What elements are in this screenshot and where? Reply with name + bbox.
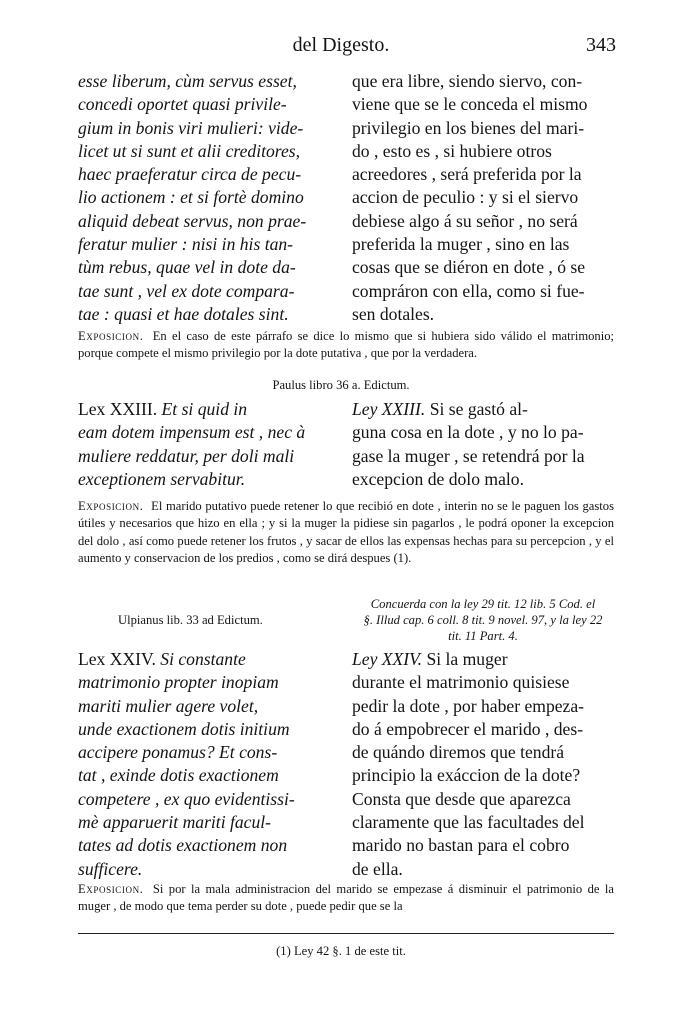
- lex-23-latin: [78, 398, 340, 491]
- spanish-line: privilegio en los bienes del mari-: [352, 117, 585, 138]
- ley-23-spanish-line: gase la muger , se retendrá por la: [352, 445, 585, 466]
- exposicion-label: Exposicion.: [78, 499, 144, 513]
- latin-line: haec praeferatur circa de pecu-: [78, 164, 302, 185]
- footnote: (1) Ley 42 §. 1 de este tit.: [276, 944, 406, 958]
- citation-paulus: Paulus libro 36 a. Edictum.: [272, 378, 410, 392]
- ley-24-spanish-line: de ella.: [352, 858, 403, 879]
- exposicion-text: Si por la mala administracion del marido se empezase á disminuir el patrimonio de la muger , de modo que tema perder su dote , puede pedir que se la: [78, 882, 614, 914]
- page-number: 343: [586, 34, 616, 56]
- latin-line: feratur mulier : nisi in his tan-: [78, 234, 294, 255]
- lex-23-latin-line: exceptionem servabitur.: [78, 468, 246, 489]
- lex-24-latin-line: unde exactionem dotis initium: [78, 718, 290, 739]
- latin-line: tae : quasi et hae dotales sint.: [78, 303, 289, 324]
- lex-23-latin-line: eam dotem impensum est , nec à: [78, 422, 306, 443]
- exposicion-text: En el caso de este párrafo se dice lo mismo que si hubiera sido válido el matrimonio; porque compete el mismo privilegio por la dote putativa , que por la verdadera.: [78, 329, 615, 361]
- exposicion-label: Exposicion.: [78, 882, 144, 896]
- spanish-line: viene que se le conceda el mismo: [352, 94, 588, 115]
- ley-23-spanish: [352, 398, 614, 491]
- footnote-rule: [78, 933, 614, 934]
- latin-line: gium in bonis viri mulieri: vide-: [78, 117, 304, 138]
- latin-line: licet ut si sunt et alii creditores,: [78, 140, 301, 161]
- ley-23-spanish-heading: Ley XXIII.: [352, 399, 426, 419]
- running-header: del Digesto.: [292, 34, 390, 56]
- lex-23-latin-line: Et si quid in: [161, 399, 248, 419]
- spanish-line: cosas que se diéron en dote , ó se: [352, 257, 586, 278]
- lex-24-latin-line: sufficere.: [78, 858, 143, 879]
- ley-24-spanish-heading: Ley XXIV.: [352, 649, 423, 669]
- ley-24-spanish-line: pedir la dote , por haber empeza-: [352, 695, 585, 716]
- lex-24-latin-line: tates ad dotis exactionem non: [78, 835, 288, 856]
- exposicion-3: [78, 881, 614, 916]
- lex-24-latin: [78, 648, 340, 881]
- latin-line: esse liberum, cùm servus esset,: [78, 71, 297, 91]
- ley-23-spanish-line: excepcion de dolo malo.: [352, 468, 524, 489]
- latin-line: aliquid debeat servus, non prae-: [78, 210, 307, 231]
- spanish-line: compráron con ella, como si fue-: [352, 280, 585, 301]
- lex-24-latin-line: tat , exinde dotis exactionem: [78, 765, 279, 786]
- lex-24-latin-line: mariti mulier agere volet,: [78, 695, 259, 716]
- ley-24-spanish-line: principio la exáccion de la dote?: [352, 765, 581, 786]
- lex-24-latin-line: competere , ex quo evidentissi-: [78, 788, 295, 809]
- spanish-line: accion de peculio : y si el siervo: [352, 187, 579, 208]
- exposicion-label: Exposicion.: [78, 329, 144, 343]
- spanish-line: preferida la muger , sino en las: [352, 234, 570, 255]
- citation-ulpianus: Ulpianus lib. 33 ad Edictum.: [118, 613, 263, 627]
- lex-24-latin-heading: Lex XXIV.: [78, 649, 156, 669]
- ley-23-spanish-line: guna cosa en la dote , y no lo pa-: [352, 422, 584, 443]
- exposicion-text: El marido putativo puede retener lo que recibió en dote , interin no se le paguen los gastos útiles y necesarios que hizo en ella ; y si la muger la pidiese sin pagarlos , le podrá oponer la excepcion del dolo , así como puede retener los frutos , y sacar de ellos las expensas hechas para su percepcion , y el aumento y conservacion de los predios , como se dirá despues (1).: [78, 499, 614, 565]
- spanish-line: do , esto es , si hubiere otros: [352, 140, 552, 161]
- spanish-text-block-1: [352, 70, 614, 326]
- ley-24-spanish: [352, 648, 614, 881]
- ley-24-spanish-line: Consta que desde que aparezca: [352, 788, 571, 809]
- concordance-line: tit. 11 Part. 4.: [448, 629, 518, 643]
- lex-23-latin-line: muliere reddatur, per doli mali: [78, 445, 295, 466]
- latin-text-block-1: [78, 70, 340, 326]
- exposicion-2: [78, 498, 614, 567]
- latin-line: tùm rebus, quae vel in dote da-: [78, 257, 296, 278]
- spanish-line: acreedores , será preferida por la: [352, 164, 582, 185]
- lex-24-latin-line: matrimonio propter inopiam: [78, 672, 279, 693]
- ley-23-spanish-line: Si se gastó al-: [429, 399, 528, 419]
- ley-24-spanish-line: durante el matrimonio quisiese: [352, 672, 570, 693]
- spanish-line: debiese algo á su señor , no será: [352, 210, 578, 231]
- ley-24-spanish-line: claramente que las facultades del: [352, 812, 585, 833]
- lex-23-latin-heading: Lex XXIII.: [78, 399, 158, 419]
- lex-24-latin-line: mè apparuerit mariti facul-: [78, 812, 272, 833]
- latin-line: lio actionem : et si fortè domino: [78, 187, 304, 208]
- lex-24-latin-line: Si constante: [160, 649, 246, 669]
- ley-24-spanish-line: Si la muger: [426, 649, 508, 669]
- lex-24-latin-line: accipere ponamus? Et cons-: [78, 742, 278, 763]
- ley-24-spanish-line: de quándo diremos que tendrá: [352, 742, 565, 763]
- latin-line: concedi oportet quasi privile-: [78, 94, 287, 115]
- ley-24-spanish-line: marido no bastan para el cobro: [352, 835, 570, 856]
- spanish-line: que era libre, siendo siervo, con-: [352, 71, 583, 91]
- ley-24-spanish-line: do á empobrecer el marido , des-: [352, 718, 584, 739]
- exposicion-1: [78, 328, 614, 363]
- latin-line: tae sunt , vel ex dote compara-: [78, 280, 295, 301]
- concordance-line: Concuerda con la ley 29 tit. 12 lib. 5 Cod. el: [370, 597, 596, 611]
- spanish-line: sen dotales.: [352, 303, 435, 324]
- concordance-line: §. Illud cap. 6 coll. 8 tit. 9 novel. 97, y la ley 22: [363, 613, 603, 627]
- concordance-note: [352, 596, 614, 644]
